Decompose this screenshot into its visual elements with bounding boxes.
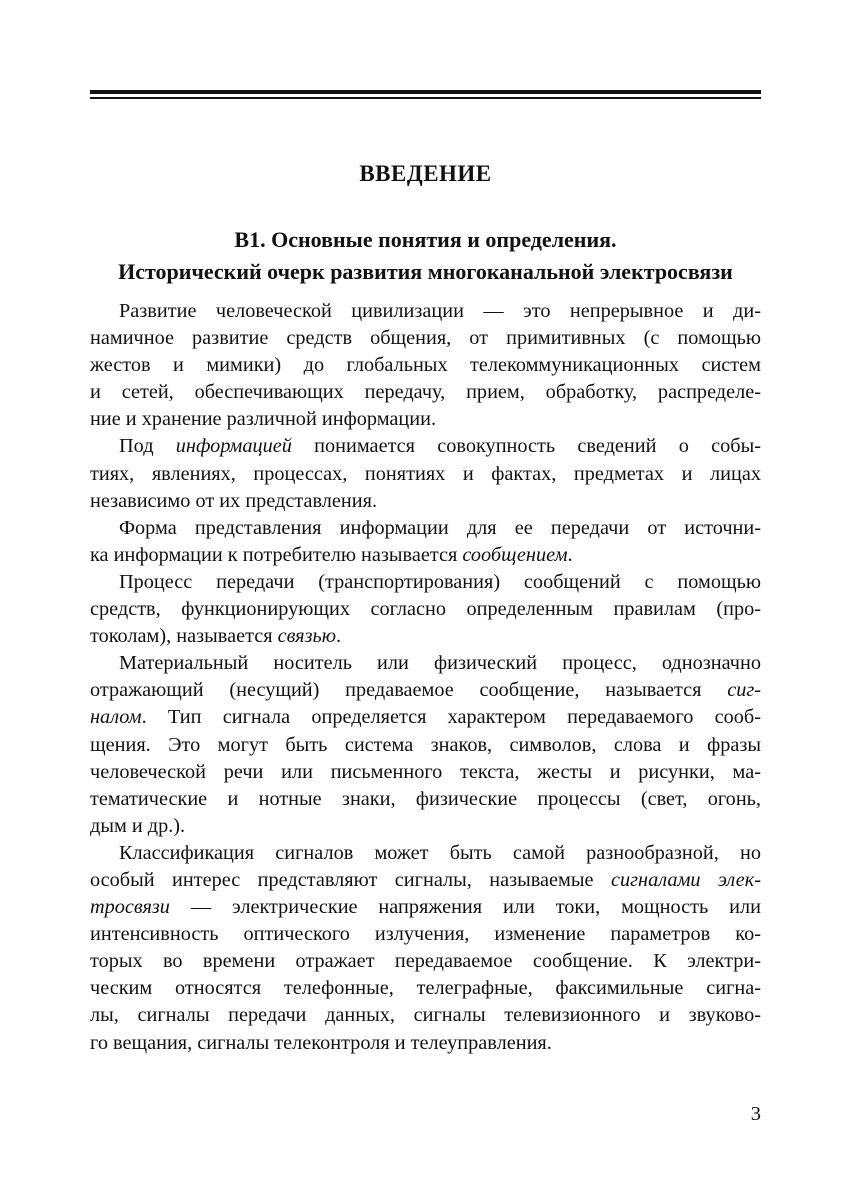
text-run: Материальный носитель или физический процесс, однозначно bbox=[119, 652, 761, 675]
text-run: человеческой речи или письменного текста, жесты и рисунки, ма- bbox=[90, 760, 761, 783]
emphasized-term: сигналами элек- bbox=[610, 868, 762, 891]
text-run: ка информации к потребителю называется bbox=[90, 543, 463, 566]
text-run: Классификация сигналов может быть самой разнообразной, но bbox=[119, 841, 761, 864]
paragraph-line bbox=[90, 325, 761, 352]
text-run: Под bbox=[119, 435, 176, 458]
text-run: Форма представления информации для ее передачи от источни- bbox=[119, 516, 761, 539]
paragraph-line bbox=[90, 650, 761, 677]
paragraph-line bbox=[90, 352, 761, 379]
paragraph-line bbox=[90, 461, 761, 488]
text-run: интенсивность оптического излучения, изменение параметров ко- bbox=[90, 923, 761, 946]
paragraph-line bbox=[90, 786, 761, 813]
paragraph-line bbox=[90, 542, 761, 569]
emphasized-term: сиг- bbox=[727, 679, 761, 702]
text-run: торых во времени отражает передаваемое сообщение. К электри- bbox=[90, 950, 761, 973]
text-run: понимается совокупность сведений о собы- bbox=[291, 435, 761, 458]
text-run: токолам), называется bbox=[90, 625, 278, 648]
text-run: ческим относятся телефонные, телеграфные, факсимильные сигна- bbox=[90, 977, 761, 1000]
emphasized-term: информацией bbox=[175, 435, 292, 458]
emphasized-term: связью bbox=[277, 625, 337, 648]
paragraph-line bbox=[90, 732, 761, 759]
text-run: независимо от их представления. bbox=[90, 489, 378, 512]
paragraph-line bbox=[90, 298, 761, 325]
text-run: жестов и мимики) до глобальных телекоммуникационных систем bbox=[90, 354, 761, 377]
paragraph-line bbox=[90, 1030, 761, 1057]
text-run: тиях, явлениях, процессах, понятиях и фактах, предметах и лицах bbox=[90, 462, 761, 485]
header-rule-thick bbox=[90, 90, 761, 94]
paragraph-line bbox=[90, 813, 761, 840]
text-run: . bbox=[567, 543, 573, 566]
paragraph-line bbox=[90, 759, 761, 786]
text-run: — электрические напряжения или токи, мощность или bbox=[169, 896, 761, 919]
paragraph bbox=[90, 298, 761, 433]
paragraph bbox=[90, 569, 761, 650]
text-run: и сетей, обеспечивающих передачу, прием, обработку, распределе- bbox=[90, 381, 761, 404]
paragraph bbox=[90, 840, 761, 1057]
paragraph-line bbox=[90, 948, 761, 975]
paragraph-line bbox=[90, 406, 761, 433]
paragraph-line bbox=[90, 596, 761, 623]
paragraph-line bbox=[90, 433, 761, 460]
text-run: особый интерес представляют сигналы, называемые bbox=[90, 868, 611, 891]
paragraph bbox=[90, 433, 761, 514]
paragraph-line bbox=[90, 569, 761, 596]
header-rule-thin bbox=[90, 97, 761, 99]
section-title-line-2: Исторический очерк развития многоканальной электросвязи bbox=[118, 259, 733, 284]
paragraph-line bbox=[90, 894, 761, 921]
section-title bbox=[90, 224, 761, 288]
body-text bbox=[90, 298, 761, 1057]
paragraph-line bbox=[90, 623, 761, 650]
text-run: щения. Это могут быть система знаков, символов, слова и фразы bbox=[90, 733, 761, 756]
paragraph-line bbox=[90, 975, 761, 1002]
paragraph-line bbox=[90, 840, 761, 867]
paragraph-line bbox=[90, 704, 761, 731]
page-number: 3 bbox=[750, 1103, 761, 1125]
text-run: намичное развитие средств общения, от примитивных (с помощью bbox=[90, 327, 761, 350]
text-run: Процесс передачи (транспортирования) сообщений с помощью bbox=[119, 570, 761, 593]
section-title-line-1: В1. Основные понятия и определения. bbox=[234, 227, 617, 252]
emphasized-term: тросвязи bbox=[90, 896, 170, 919]
text-run: дым и др.). bbox=[90, 814, 186, 837]
paragraph-line bbox=[90, 515, 761, 542]
text-run: Развитие человеческой цивилизации — это непрерывное и ди- bbox=[119, 300, 761, 322]
emphasized-term: сообщением bbox=[462, 543, 568, 566]
text-run: . Тип сигнала определяется характером передаваемого сооб- bbox=[141, 706, 761, 729]
chapter-title: ВВЕДЕНИЕ bbox=[359, 161, 492, 186]
paragraph-line bbox=[90, 1002, 761, 1029]
text-run: лы, сигналы передачи данных, сигналы телевизионного и звуково- bbox=[90, 1004, 761, 1027]
text-run: средств, функционирующих согласно определенным правилам (про- bbox=[90, 598, 761, 621]
paragraph-line bbox=[90, 488, 761, 515]
text-run: тематические и нотные знаки, физические процессы (свет, огонь, bbox=[90, 787, 761, 810]
paragraph-line bbox=[90, 921, 761, 948]
text-run: . bbox=[336, 625, 342, 648]
text-run: го вещания, сигналы телеконтроля и телеуправления. bbox=[90, 1031, 552, 1054]
text-run: ние и хранение различной информации. bbox=[90, 408, 437, 431]
emphasized-term: налом bbox=[90, 706, 142, 729]
paragraph-line bbox=[90, 677, 761, 704]
paragraph bbox=[90, 515, 761, 569]
text-run: отражающий (несущий) предаваемое сообщение, называется bbox=[90, 679, 728, 702]
paragraph-line bbox=[90, 379, 761, 406]
paragraph bbox=[90, 650, 761, 840]
paragraph-line bbox=[90, 867, 761, 894]
